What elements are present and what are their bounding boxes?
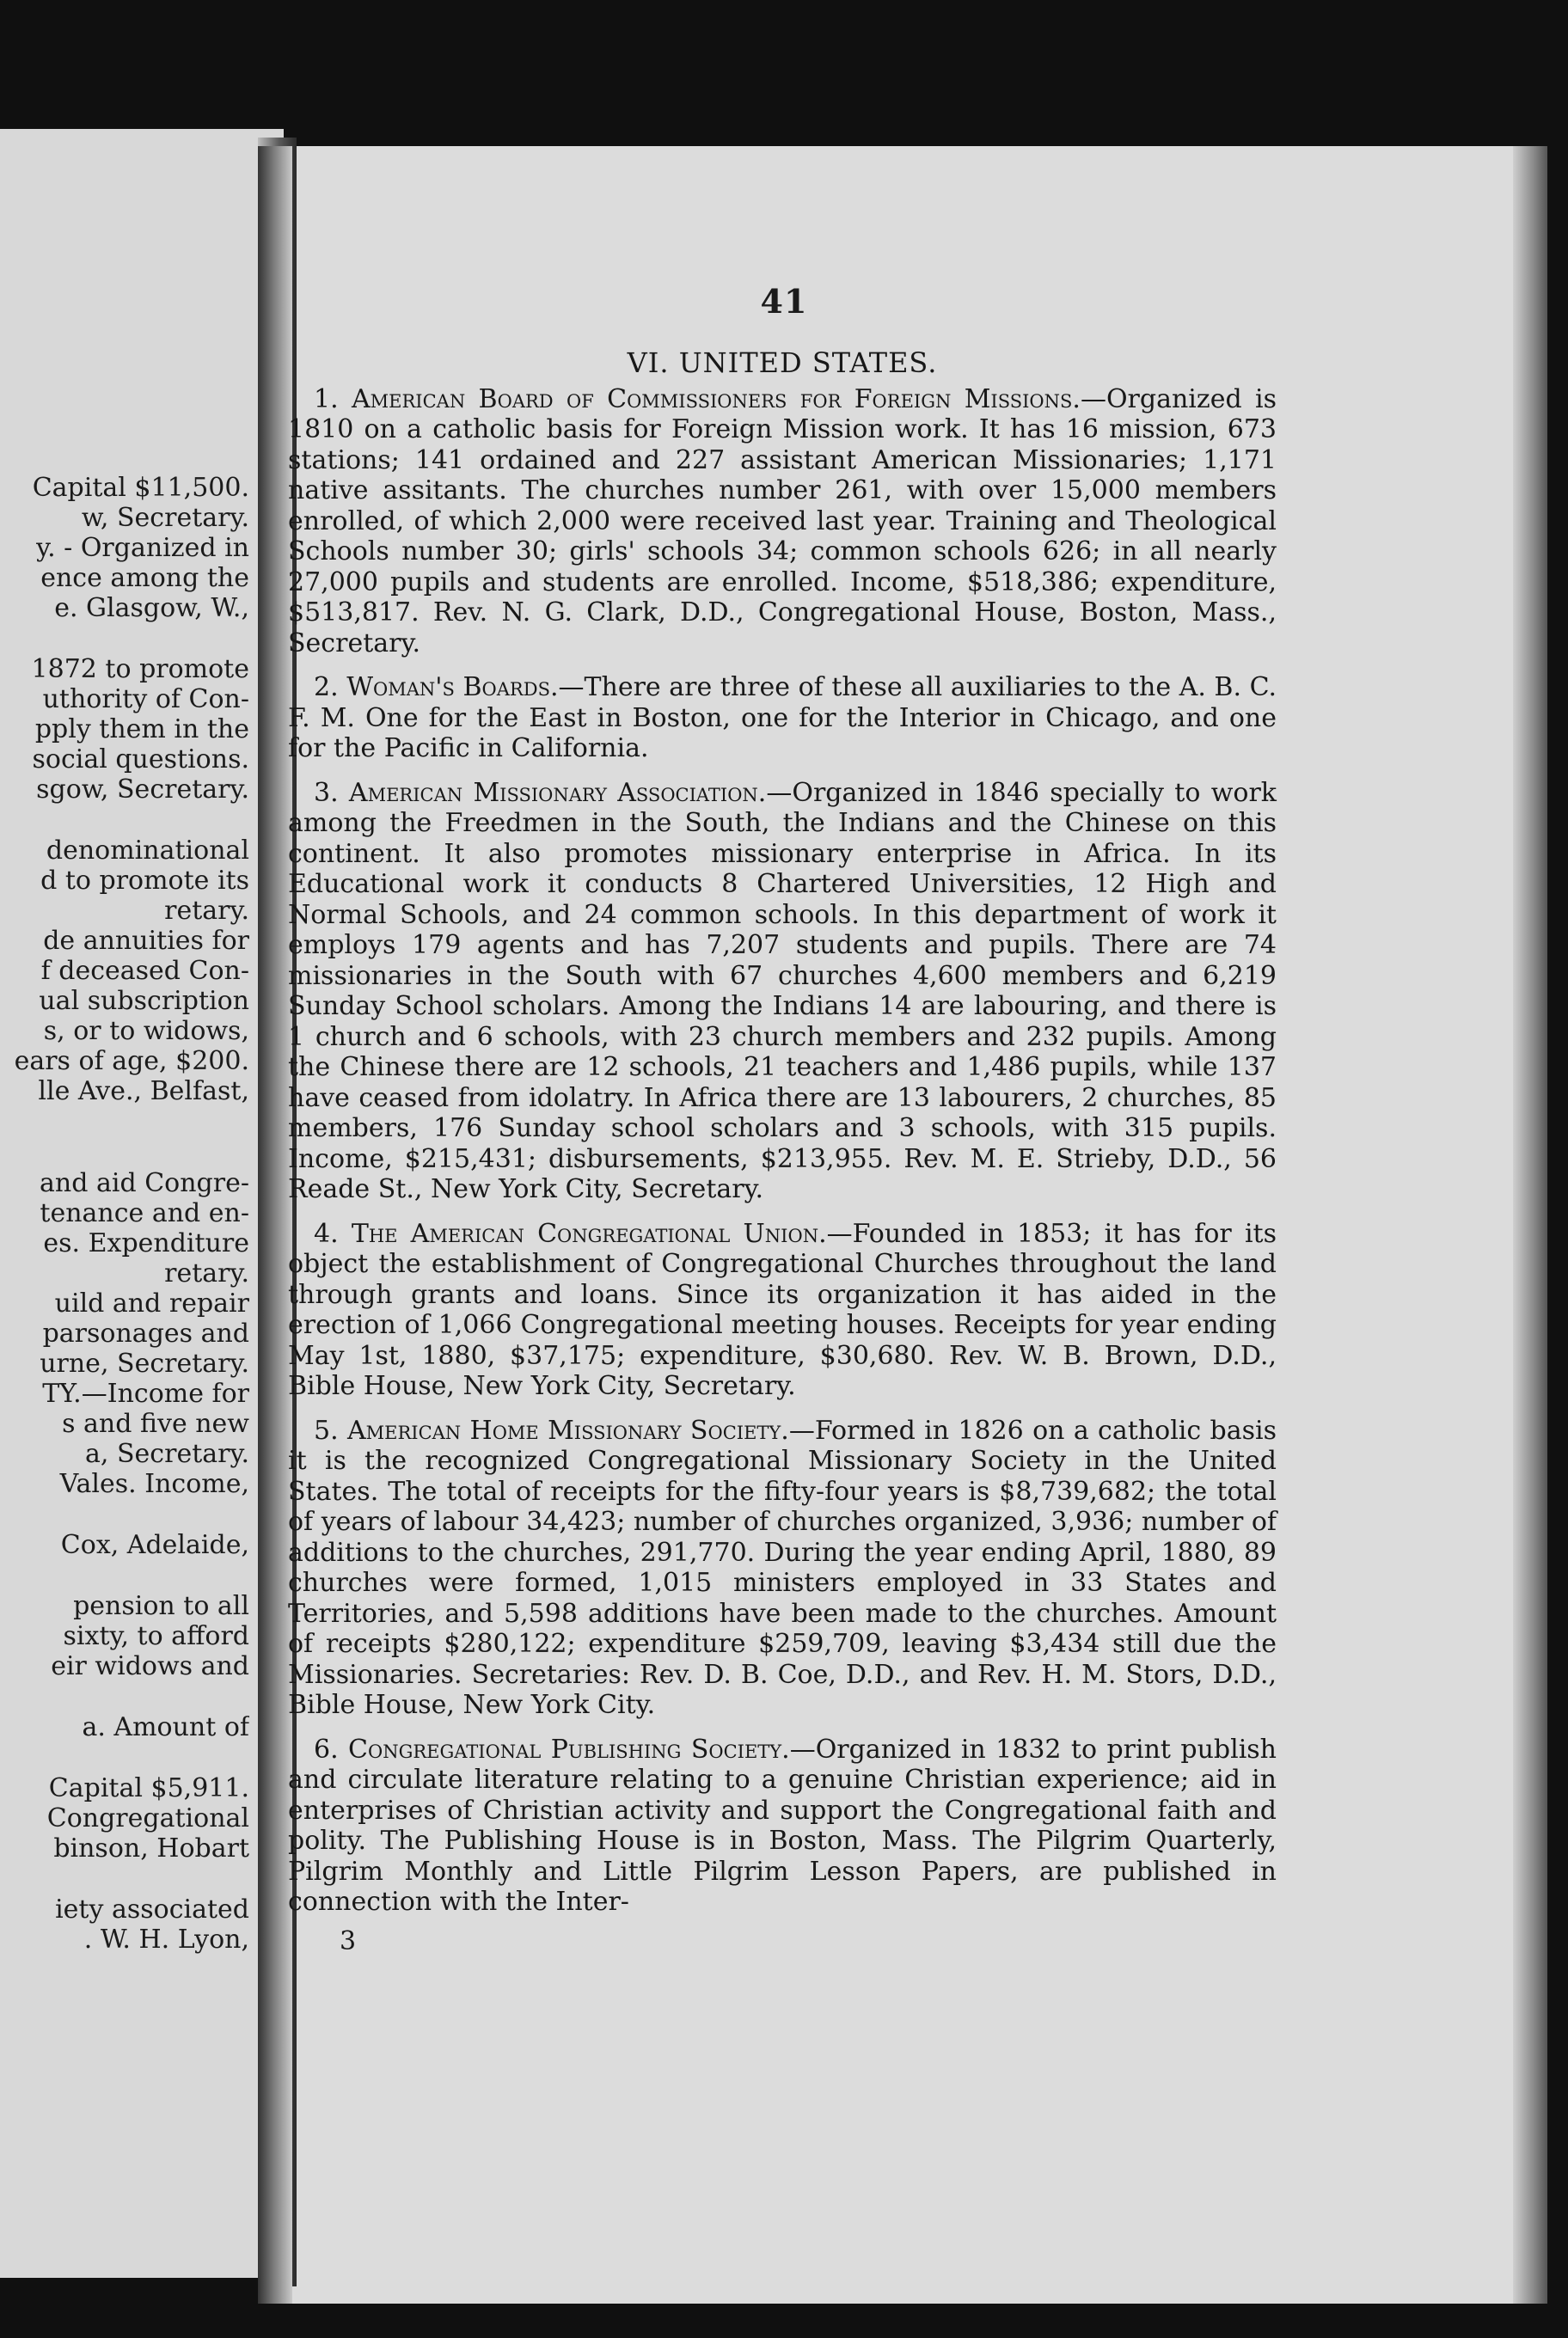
entry-text: —Organized in 1832 to print publish and circulate literature relating to a genuine Christian experience; aid in enterprises of Christian activity and support the Congregational faith and polity. The Publishing House is in Boston, Mass. The Pilgrim Quarterly, Pilgrim Monthly and Little Pilgrim Lesson Papers, are published in connection with the Inter-: [288, 1734, 1277, 1917]
left-page-line: Capital $11,500.: [32, 473, 249, 503]
left-page-gap: [0, 1742, 249, 1773]
left-page-gap: [0, 1106, 249, 1137]
entry-title: 1. American Board of Commissioners for Foreign Missions.: [314, 383, 1081, 414]
left-page-gap: [0, 1681, 249, 1712]
left-page-line: Vales. Income,: [59, 1469, 249, 1499]
left-page-line: sixty, to afford: [63, 1621, 249, 1651]
entry-text: —Organized in 1846 specially to work among the Freedmen in the South, the Indians and the Chinese on this continent. It also promotes missionary enterprise in Africa. In its Educational work it conducts 8 Chartered Universities, 12 High and Normal Schools, and 24 common schools. In this department of work it employs 179 agents and has 7,207 students and pupils. There are 74 missionaries in the South with 67 churches 4,600 members and 6,219 Sunday School scholars. Among the Indians 14 are labouring, and there is 1 church and 6 schools, with 23 church members and 232 pupils. Among the Chinese there are 12 schools, 21 teachers and 1,486 pupils, while 137 have ceased from idolatry. In Africa there are 13 labourers, 2 churches, 85 members, 176 Sunday school scholars and 3 schools, with 315 pupils. Income, $215,431; disbursements, $213,955. Rev. M. E. Strieby, D.D., 56 Reade St., New York City, Secretary.: [288, 777, 1277, 1204]
page-edge: [1513, 146, 1547, 2304]
left-page-line: a. Amount of: [82, 1712, 249, 1742]
left-page-gap: [0, 623, 249, 654]
left-page-gap: [0, 1137, 249, 1168]
left-page-line: e. Glasgow, W.,: [54, 593, 249, 623]
left-page-line: tenance and en-: [40, 1198, 249, 1228]
left-page-line: and aid Congre-: [40, 1168, 249, 1198]
section-heading: VI. UNITED STATES.: [627, 346, 938, 379]
left-page-line: denominational: [46, 835, 249, 866]
entry-text: —Organized is 1810 on a catholic basis for Foreign Mission work. It has 16 mission, 673 stations; 141 ordained and 227 assistant American Missionaries; 1,171 native assitants. The churches number 261, with over 15,000 members enrolled, of which 2,000 were received last year. Training and Theological Schools number 30; girls' schools 34; common schools 626; in all nearly 27,000 pupils and students are enrolled. Income, $518,386; expenditure, $513,817. Rev. N. G. Clark, D.D., Congregational House, Boston, Mass., Secretary.: [288, 383, 1277, 658]
left-page-line: ual subscription: [39, 986, 249, 1016]
left-page-line: Congregational: [46, 1803, 249, 1833]
entry-title: 3. American Missionary Association.: [314, 777, 767, 808]
left-page-gap: [0, 805, 249, 835]
left-page-line: Capital $5,911.: [48, 1773, 249, 1803]
left-page-line: pension to all: [73, 1591, 249, 1621]
left-page-line: iety associated: [55, 1894, 249, 1925]
left-page-line: s and five new: [62, 1409, 249, 1439]
left-page-line: 1872 to promote: [31, 654, 249, 684]
left-page-line: de annuities for: [43, 926, 249, 956]
left-page-line: w, Secretary.: [81, 503, 249, 533]
entry-american-home-missionary-society: [288, 1416, 1277, 1721]
left-page-line: pply them in the: [34, 714, 249, 744]
left-page-gap: [0, 1499, 249, 1530]
entry-congregational-publishing-society: [288, 1735, 1277, 1918]
left-page-line: parsonages and: [42, 1319, 249, 1349]
left-page-line: urne, Secretary.: [40, 1349, 249, 1379]
left-page-line: retary.: [164, 1258, 249, 1288]
left-page-line: s, or to widows,: [43, 1016, 249, 1046]
left-page-line: lle Ave., Belfast,: [38, 1076, 249, 1106]
page-gutter: [258, 146, 292, 2304]
entry-womans-boards: [288, 672, 1277, 764]
left-page-line: a, Secretary.: [85, 1439, 249, 1469]
signature-mark: 3: [340, 1925, 357, 1956]
entry-text: —There are three of these all auxiliaries to the A. B. C. F. M. One for the East in Boston, one for the Interior in Chicago, and one for the Pacific in California.: [288, 672, 1277, 763]
entry-title: 2. Woman's Boards.: [314, 672, 559, 702]
left-page-line: binson, Hobart: [53, 1833, 249, 1864]
left-page-line: ears of age, $200.: [14, 1046, 249, 1076]
left-page-line: sgow, Secretary.: [36, 774, 249, 805]
left-page-line: TY.—Income for: [42, 1379, 249, 1409]
entry-text: —Formed in 1826 on a catholic basis it is the recognized Congregational Missionary Society in the United States. The total of receipts for the fifty-four years is $8,739,682; the total of years of labour 34,423; number of churches organized, 3,936; number of additions to the churches, 291,770. During the year ending April, 1880, 89 churches were formed, 1,015 ministers employed in 33 States and Territories, and 5,598 additions have been made to the churches. Amount of receipts $280,122; expenditure $259,709, leaving $3,434 still due the Missionaries. Secretaries: Rev. D. B. Coe, D.D., and Rev. H. M. Stors, D.D., Bible House, New York City.: [288, 1415, 1277, 1720]
left-page-line: social questions.: [32, 744, 249, 774]
left-page-line: uild and repair: [54, 1288, 249, 1319]
entry-american-missionary-association: [288, 778, 1277, 1205]
page-content: [288, 348, 1277, 1956]
entry-american-board: [288, 384, 1277, 659]
entry-title: 4. The American Congregational Union.: [314, 1218, 827, 1249]
left-page-line: d to promote its: [40, 866, 249, 896]
left-page-line: Cox, Adelaide,: [60, 1530, 249, 1560]
left-page-line: y. - Organized in: [36, 533, 249, 563]
left-page-line: . W. H. Lyon,: [83, 1925, 249, 1955]
entry-text: —Founded in 1853; it has for its object the establishment of Congregational Churches throughout the land through grants and loans. Since its organization it has aided in the erection of 1,066 Congregational meeting houses. Receipts for year ending May 1st, 1880, $37,175; expenditure, $30,680. Rev. W. B. Brown, D.D., Bible House, New York City, Secretary.: [288, 1218, 1277, 1401]
left-page-text-column: [0, 473, 249, 1955]
left-page-line: retary.: [164, 896, 249, 926]
left-page-line: eir widows and: [51, 1651, 249, 1681]
left-page-line: uthority of Con-: [42, 684, 249, 714]
entry-american-congregational-union: [288, 1219, 1277, 1402]
left-page: [0, 129, 284, 2278]
left-page-gap: [0, 1864, 249, 1894]
left-page-line: f deceased Con-: [40, 956, 249, 986]
entry-title: 5. American Home Missionary Society.: [314, 1415, 789, 1446]
left-page-gap: [0, 1560, 249, 1591]
left-page-line: es. Expenditure: [43, 1228, 249, 1258]
page-number: 41: [760, 282, 808, 321]
entry-title: 6. Congregational Publishing Society.: [314, 1734, 790, 1765]
left-page-line: ence among the: [40, 563, 249, 593]
